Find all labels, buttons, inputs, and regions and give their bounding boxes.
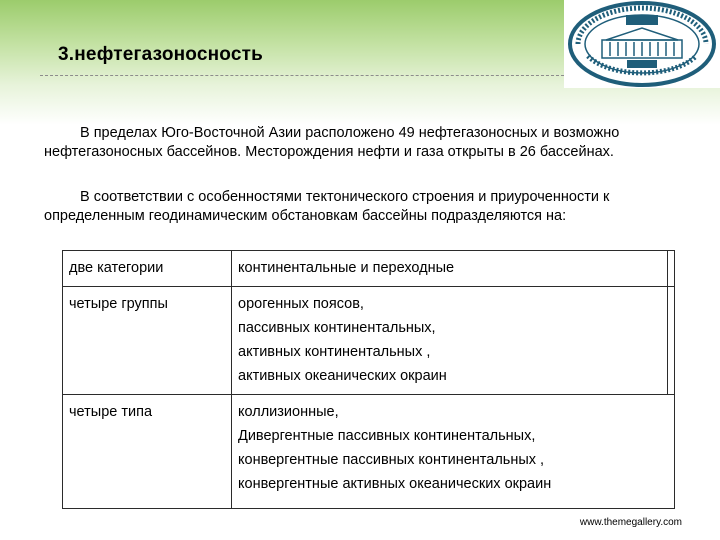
table-cell-content: коллизионные, Дивергентные пассивных континентальных, конвергентные пассивных континентальных , конвергентные активных океанических окраин [232,395,675,509]
table-row [63,287,675,395]
table-row [63,395,675,509]
table-row [63,251,675,287]
intro-paragraph: В пределах Юго-Восточной Азии расположено 49 нефтегазоносных и возможно нефтегазоносных бассейнов. Месторождения нефти и газа открыты в 26 бассейнах. [44,125,620,160]
table-cell-empty [668,287,675,395]
slide-title: 3.нефтегазоносность [58,44,264,65]
table-cell-content: континентальные и переходные [232,251,668,287]
title-divider [40,75,564,76]
table-cell-label: четыре группы [63,287,232,395]
table-cell-label: две категории [63,251,232,287]
table-cell-label: четыре типа [63,395,232,509]
basin-classification-table [62,250,675,509]
classification-paragraph: В соответствии с особенностями тектонического строения и приуроченности к определенным геодинамическим обстановкам бассейны подразделяются на: [44,189,610,224]
kfu-seal-icon [564,0,720,88]
table-cell-empty [668,251,675,287]
table-cell-content: орогенных поясов, пассивных континентальных, активных континентальных , активных океанических окраин [232,287,668,395]
university-logo [564,0,720,88]
footer-website-link[interactable]: www.themegallery.com [579,517,682,528]
